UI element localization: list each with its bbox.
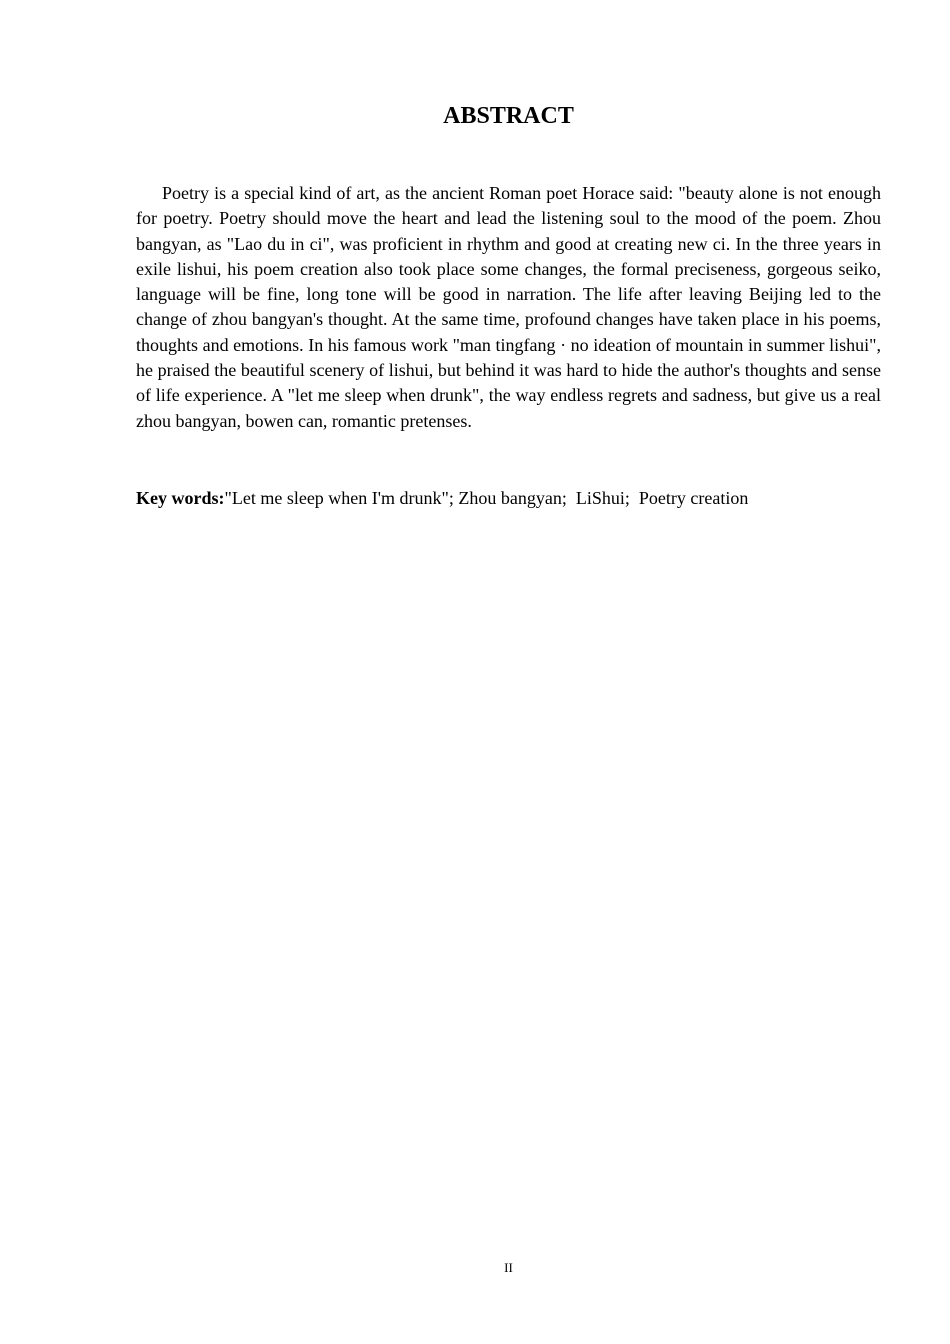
abstract-body: Poetry is a special kind of art, as the ancient Roman poet Horace said: "beauty alone is not enough for poetry. Poetry should move the heart and lead the listening soul to the mood of the poem. Zhou bangyan, as "Lao du in ci", was proficient in rhythm and good at creating new ci. In the three years in exile lishui, his poem creation also took place some changes, the formal preciseness, gorgeous seiko, language will be fine, long tone will be good in narration. The life after leaving Beijing led to the change of zhou bangyan's thought. At the same time, profound changes have taken place in his poems, thoughts and emotions. In his famous work "man tingfang · no ideation of mountain in summer lishui", he praised the beautiful scenery of lishui, but behind it was hard to hide the author's thoughts and sense of life experience. A "let me sleep when drunk", the way endless regrets and sadness, but give us a real zhou bangyan, bowen can, romantic pretenses. (136, 183, 881, 431)
page-number: II (504, 1260, 513, 1275)
keywords-line (136, 486, 896, 511)
keywords-text: "Let me sleep when I'm drunk"; Zhou bangyan; LiShui; Poetry creation (224, 488, 749, 508)
abstract-title: ABSTRACT (443, 103, 574, 129)
keywords-label: Key words: (136, 488, 225, 508)
